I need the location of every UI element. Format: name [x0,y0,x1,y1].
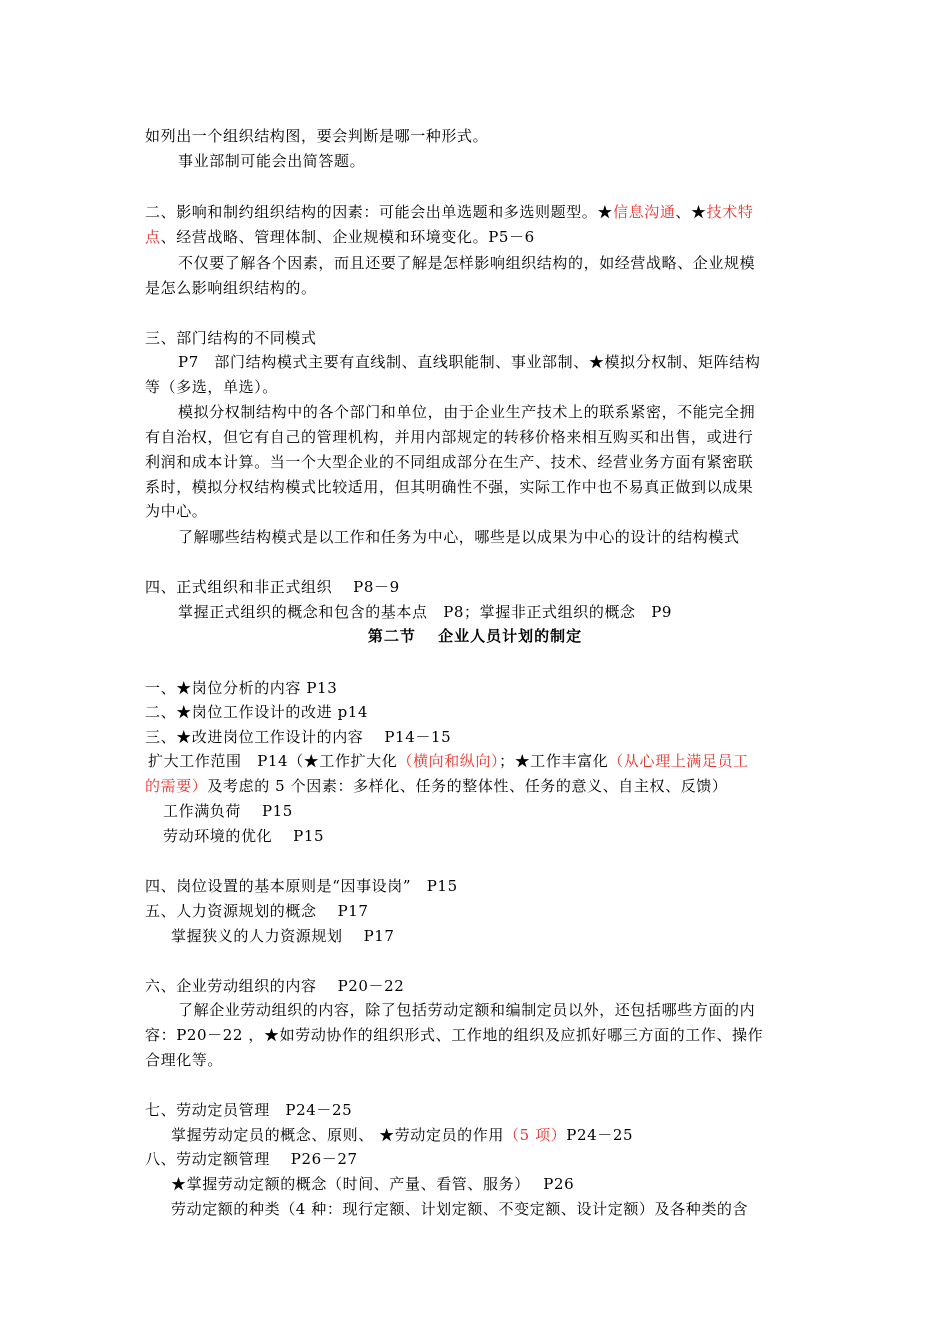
text-line [145,1025,763,1045]
text-line [178,1000,755,1020]
text-line [145,1100,352,1120]
text-segment: 七、劳动定员管理 P24－25 [145,1101,353,1119]
text-line [145,427,753,447]
text-line [145,278,317,298]
text-line [178,602,672,622]
text-segment: 劳动环境的优化 P15 [163,827,325,845]
text-line [145,901,369,921]
text-segment: 有自治权，但它有自己的管理机构，并用内部规定的转移价格来相互购买和出售，或进行 [145,428,754,446]
text-line [145,876,458,896]
text-segment: 模拟分权制结构中的各个部门和单位，由于企业生产技术上的联系紧密，不能完全拥 [178,403,756,421]
text-line [148,751,749,771]
highlighted-text: （横向和纵向） [397,752,500,770]
text-line [145,227,535,247]
text-segment: 三、部门结构的不同模式 [145,329,317,347]
text-segment: 掌握正式组织的概念和包含的基本点 P8；掌握非正式组织的概念 P9 [178,603,673,621]
text-segment: 系时，模拟分权结构模式比较适用，但其明确性不强，实际工作中也不易真正做到以成果 [145,478,754,496]
text-line [145,776,728,796]
text-segment: 容：P20－22 ，★如劳动协作的组织形式、工作地的组织及应抓好哪三方面的工作、操作 [145,1026,764,1044]
text-segment: ；★工作丰富化 [499,752,609,770]
text-segment: P7 部门结构模式主要有直线制、直线职能制、事业部制、★模拟分权制、矩阵结构 [178,353,761,371]
text-segment: P24－25 [566,1126,634,1144]
text-line [145,577,400,597]
text-segment: 、★ [675,203,707,221]
text-segment: 掌握劳动定员的概念、原则、 ★劳动定员的作用 [171,1126,504,1144]
highlighted-text: （5 项） [503,1126,567,1144]
text-line [178,253,755,273]
text-segment: ★掌握劳动定额的概念（时间、产量、看管、服务） P26 [171,1175,575,1193]
text-segment: 二、★岗位工作设计的改进 p14 [145,703,369,721]
text-line [171,1199,748,1219]
text-segment: 三、★改进岗位工作设计的内容 P14－15 [145,728,452,746]
text-line [178,527,740,547]
text-line [145,501,207,521]
highlighted-text: 信息沟通 [613,203,676,221]
highlighted-text: 点 [145,228,161,246]
text-line [145,1050,223,1070]
text-line [145,678,337,698]
text-segment: 利润和成本计算。当一个大型企业的不同组成部分在生产、技术、经营业务方面有紧密联 [145,453,754,471]
text-segment: 、经营战略、管理体制、企业规模和环境变化。P5－6 [160,228,535,246]
text-line [178,352,760,372]
text-line [145,1149,358,1169]
text-segment: 了解哪些结构模式是以工作和任务为中心，哪些是以成果为中心的设计的结构模式 [178,528,740,546]
text-segment: 扩大工作范围 P14（★工作扩大化 [148,752,398,770]
text-segment: 六、企业劳动组织的内容 P20－22 [145,977,405,995]
text-segment: 事业部制可能会出简答题。 [178,152,366,170]
text-segment: 四、岗位设置的基本原则是“因事设岗” P15 [145,877,458,895]
text-segment: 掌握狭义的人力资源规划 P17 [171,927,395,945]
highlighted-text: 的需要） [145,777,208,795]
text-line [145,477,753,497]
text-line [145,727,451,747]
text-segment: 如列出一个组织结构图，要会判断是哪一种形式。 [145,127,489,145]
text-line [178,151,365,171]
text-segment: 劳动定额的种类（4 种：现行定额、计划定额、不变定额、设计定额）及各种类的含 [171,1200,749,1218]
text-segment: 二、影响和制约组织结构的因素：可能会出单选题和多选则题型。★ [145,203,614,221]
highlighted-text: 技术特 [706,203,754,221]
highlighted-text: （从心理上满足员工 [608,752,749,770]
text-segment: 是怎么影响组织结构的。 [145,279,317,297]
text-line [145,126,488,146]
text-segment: 等（多选，单选）。 [145,378,278,396]
text-segment: 合理化等。 [145,1051,224,1069]
text-segment: 及考虑的 5 个因素：多样化、任务的整体性、任务的意义、自主权、反馈） [207,777,728,795]
text-segment: 了解企业劳动组织的内容，除了包括劳动定额和编制定员以外，还包括哪些方面的内 [178,1001,756,1019]
text-line [145,328,317,348]
text-segment: 四、正式组织和非正式组织 P8－9 [145,578,400,596]
text-line [163,801,293,821]
text-line [171,1125,633,1145]
text-line [145,452,753,472]
text-segment: 八、劳动定额管理 P26－27 [145,1150,358,1168]
text-segment: 不仅要了解各个因素，而且还要了解是怎样影响组织结构的，如经营战略、企业规模 [178,254,756,272]
text-line [145,976,404,996]
text-segment: 为中心。 [145,502,208,520]
text-segment: 一、★岗位分析的内容 P13 [145,679,338,697]
text-segment: 工作满负荷 P15 [163,802,293,820]
text-line [145,202,753,222]
text-line [178,402,755,422]
text-line [171,926,395,946]
text-segment: 五、人力资源规划的概念 P17 [145,902,369,920]
text-line [145,702,368,722]
section-heading: 第二节 企业人员计划的制定 [367,627,583,645]
text-line [171,1174,574,1194]
text-line [163,826,324,846]
text-line [145,377,278,397]
